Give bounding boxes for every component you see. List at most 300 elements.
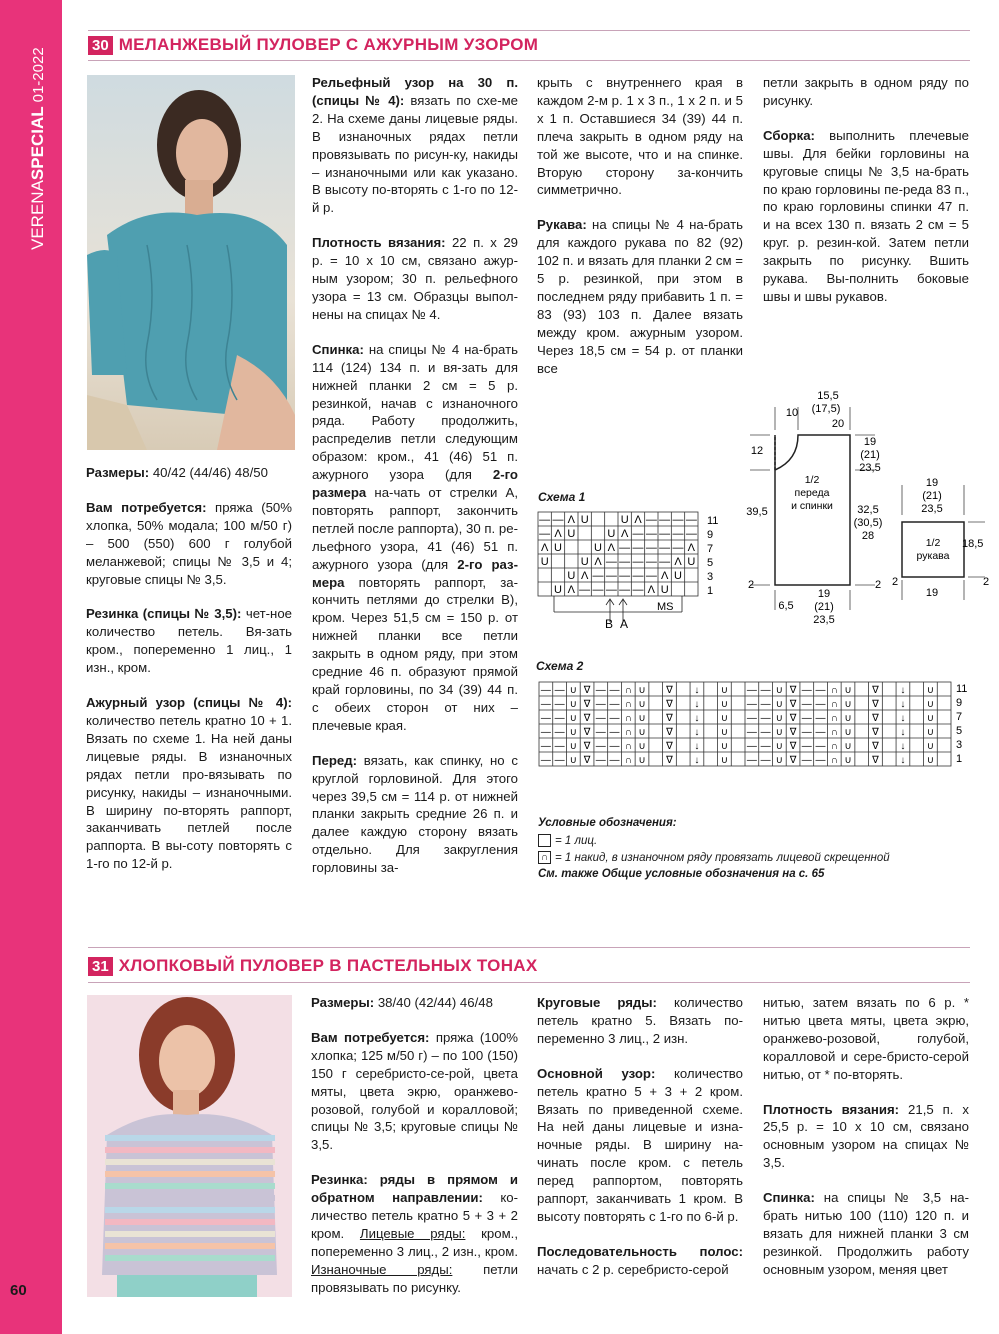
stitch-symbol: — bbox=[540, 755, 551, 766]
model-photo-striped-sweater bbox=[87, 995, 292, 1297]
model-photo-blue-sweater bbox=[87, 75, 295, 450]
body-label-2: переда bbox=[794, 487, 830, 499]
stitch-symbol: ∇ bbox=[872, 713, 879, 724]
stitch-symbol: Λ bbox=[594, 556, 602, 568]
stitch-symbol: — bbox=[554, 727, 565, 738]
stitch-symbol: ∪ bbox=[720, 685, 729, 696]
scheme-1-chart bbox=[537, 510, 722, 630]
paragraph: Плотность вязания: 22 п. х 29 р. = 10 х 10 см, связано ажур-ным узором; 30 п. рельефного узора = 13 см. Образцы выпол-нены на спицах № 4. bbox=[312, 235, 518, 322]
stitch-symbol: — bbox=[619, 556, 631, 568]
text-column-4 bbox=[763, 74, 969, 323]
stitch-symbol: — bbox=[645, 542, 657, 554]
stitch-symbol: Λ bbox=[660, 570, 669, 582]
section-title: ХЛОПКОВЫЙ ПУЛОВЕР В ПАСТЕЛЬНЫХ ТОНАХ bbox=[118, 956, 538, 975]
stitch-symbol: — bbox=[815, 727, 826, 738]
stitch-symbol: — bbox=[579, 584, 591, 596]
stitch-symbol: ∪ bbox=[775, 699, 783, 710]
stitch-symbol: ∇ bbox=[789, 727, 797, 738]
paragraph: Спинка: на спицы № 4 на-брать 114 (124) 134 п. и вя-зать для нижней планки 2 см = 5 р. резинкой, начав с изнаночного ряда. Работу продолжить, распределив петли следующим образом: кром., 41 (46) 51 п. ажурного узора (для 2-го размера на-чать от стрелки А, повторять раппорт, закончить петлей после раппорта), 30 п. ре-льефного узора, 41 (46) 51 п. ажурного узора (для 2-го раз-мера повторять раппорт, за-кончить петлями до стрелки В), кром. Через 51,5 см = 150 р. от нижней планки все петли закрыть в одном ряду, при этом средние 46 п. образуют прямой край горловины, по 34 (39) 44 п. с обеих сторон от них – плечевые края. bbox=[312, 341, 518, 733]
garment-schematic bbox=[740, 385, 995, 630]
row-label: 5 bbox=[707, 557, 714, 569]
stitch-symbol: — bbox=[609, 741, 620, 752]
stitch-symbol: — bbox=[645, 556, 657, 568]
stitch-symbol: — bbox=[540, 699, 551, 710]
stitch-symbol: ∩ bbox=[830, 713, 838, 724]
stitch-symbol: — bbox=[815, 685, 826, 696]
dim-armhole-1: 19 bbox=[863, 436, 877, 448]
stitch-symbol: — bbox=[554, 741, 565, 752]
stitch-symbol: — bbox=[609, 713, 620, 724]
stitch-symbol: — bbox=[815, 713, 826, 724]
stitch-symbol: U bbox=[580, 556, 589, 568]
stitch-symbol: ∪ bbox=[844, 755, 852, 766]
section-divider bbox=[88, 60, 970, 61]
stitch-symbol: — bbox=[619, 542, 631, 554]
stitch-symbol: ↓ bbox=[694, 755, 700, 766]
stitch-symbol: ↓ bbox=[694, 727, 700, 738]
stitch-symbol: — bbox=[539, 514, 551, 526]
row-label: 7 bbox=[707, 543, 714, 555]
stitch-symbol: ∇ bbox=[583, 685, 591, 696]
stitch-symbol: ∪ bbox=[569, 727, 577, 738]
stitch-symbol: — bbox=[815, 755, 826, 766]
stitch-symbol: — bbox=[554, 713, 565, 724]
stitch-symbol: — bbox=[592, 584, 604, 596]
stitch-symbol: Λ bbox=[647, 584, 656, 596]
sweater-stripe bbox=[105, 1195, 275, 1201]
stitch-symbol: Λ bbox=[634, 514, 642, 526]
paragraph: Размеры: 38/40 (42/44) 46/48 bbox=[311, 995, 493, 1010]
dim-sleeve-top-1: 19 bbox=[925, 477, 939, 489]
stitch-symbol: ∪ bbox=[638, 727, 646, 738]
stitch-symbol: ∩ bbox=[830, 755, 838, 766]
text-column-3-section-31 bbox=[537, 994, 743, 1296]
paragraph: Круговые ряды: количество петель кратно 5. Вязать по-переменно 3 лиц., 2 изн. bbox=[537, 995, 744, 1046]
stitch-symbol: — bbox=[801, 755, 812, 766]
scheme-1-label: Схема 1 bbox=[538, 490, 586, 504]
stitch-symbol: — bbox=[746, 685, 757, 696]
stitch-symbol: ∪ bbox=[720, 699, 729, 710]
stitch-symbol: — bbox=[595, 685, 606, 696]
stitch-symbol: ∪ bbox=[844, 699, 852, 710]
row-label: 11 bbox=[707, 515, 719, 527]
body-label-1: 1/2 bbox=[804, 474, 820, 486]
stitch-symbol: ↓ bbox=[900, 713, 906, 724]
sweater-stripe bbox=[105, 1183, 275, 1189]
section-31-header bbox=[88, 956, 538, 976]
svg-text:VERENASPECIAL01-2022: VERENASPECIAL01-2022 bbox=[28, 47, 47, 250]
stitch-symbol: ∪ bbox=[569, 713, 577, 724]
stitch-symbol: ∪ bbox=[775, 755, 783, 766]
stitch-symbol: Λ bbox=[674, 556, 682, 568]
stitch-symbol: — bbox=[645, 570, 657, 582]
sweater-stripe bbox=[105, 1207, 275, 1213]
dim-sleeve-band-right: 2 bbox=[983, 576, 990, 588]
stitch-symbol: ∪ bbox=[638, 755, 646, 766]
sweater-stripe bbox=[105, 1171, 275, 1177]
stitch-symbol: — bbox=[619, 570, 631, 582]
stitch-symbol: ∪ bbox=[638, 699, 646, 710]
dim-width-1: 19 bbox=[817, 588, 831, 600]
stitch-symbol: ∇ bbox=[666, 741, 673, 752]
dim-armhole-3: 23,5 bbox=[859, 462, 881, 474]
stitch-symbol: — bbox=[632, 542, 644, 554]
paragraph: Основной узор: количество петель кратно 5 + 3 + 2 кром. Вязать по приведенной схеме. На ней даны лицевые и изна-ночные ряды. В ширину на-чинать после кром. с петель перед раппортом, повторять раппорт, заканчивать 1 кром. В высоту повторять с 1-го по 6-й р. bbox=[537, 1065, 743, 1224]
text-column-4-section-31 bbox=[763, 994, 969, 1296]
stitch-symbol: — bbox=[595, 727, 606, 738]
stitch-symbol: — bbox=[554, 699, 565, 710]
stitch-symbol: U bbox=[594, 542, 602, 554]
legend-title: Условные обозначения: bbox=[538, 817, 677, 829]
stitch-symbol: — bbox=[659, 542, 671, 554]
dim-sleeve-top-3: 23,5 bbox=[921, 503, 943, 515]
stitch-symbol: — bbox=[746, 713, 757, 724]
stitch-symbol: ↓ bbox=[900, 727, 906, 738]
section-divider bbox=[88, 982, 970, 983]
stitch-symbol: ↓ bbox=[900, 755, 906, 766]
stitch-symbol: U bbox=[567, 570, 576, 582]
dim-shoulder-1: 15,5 bbox=[817, 390, 839, 402]
stitch-symbol: ∇ bbox=[583, 713, 591, 724]
stitch-symbol: Λ bbox=[620, 528, 629, 540]
stitch-symbol: — bbox=[685, 514, 697, 526]
stitch-symbol: — bbox=[685, 528, 697, 540]
stitch-symbol: — bbox=[760, 713, 771, 724]
row-label: 3 bbox=[956, 739, 963, 751]
stitch-symbol: — bbox=[760, 727, 771, 738]
dim-side-2: (30,5) bbox=[853, 517, 883, 529]
dim-neck-depth: 12 bbox=[750, 445, 764, 457]
stitch-symbol: — bbox=[619, 584, 631, 596]
stitch-symbol: ∩ bbox=[830, 741, 838, 752]
row-label: 5 bbox=[956, 725, 963, 737]
sleeve-label-1: 1/2 bbox=[925, 537, 941, 549]
stitch-symbol: — bbox=[645, 514, 657, 526]
paragraph: Ажурный узор (спицы № 4): количество петель кратно 10 + 1. Вязать по схеме 1. На ней даны лицевые ряды. В изнаночных рядах петли про-вязывать по рисунку, накиды – изнаночными. В ширину по-вторять раппорт, заканчивать петлей после раппорта. В вы-соту повторять с 1-го по 12-й р. bbox=[86, 695, 292, 872]
dim-band-right: 2 bbox=[875, 579, 882, 591]
row-label: 1 bbox=[707, 585, 714, 597]
dim-width-2: (21) bbox=[814, 601, 834, 613]
stitch-symbol: ∪ bbox=[844, 685, 852, 696]
row-label: 1 bbox=[956, 753, 963, 765]
stitch-symbol: — bbox=[672, 514, 684, 526]
text-column-3 bbox=[537, 74, 743, 395]
stitch-symbol: ∇ bbox=[789, 685, 797, 696]
stitch-symbol: U bbox=[620, 514, 629, 526]
dim-band-left: 2 bbox=[748, 579, 755, 591]
stitch-symbol: ∇ bbox=[789, 713, 797, 724]
stitch-symbol: — bbox=[609, 699, 620, 710]
paragraph: крыть с внутреннего края в каждом 2-м р. 1 х 3 п., 1 х 2 п. и 5 х 1 п. Оставшиеся 34 (39) 44 п. плеча закрыть в одном ряду на той же высоте, что и на спинке. Вторую сторону за-кончить симметрично. bbox=[537, 75, 743, 198]
stitch-symbol: — bbox=[746, 741, 757, 752]
knit-stitch-icon bbox=[538, 834, 551, 847]
sweater-stripe bbox=[105, 1231, 275, 1237]
section-title: МЕЛАНЖЕВЫЙ ПУЛОВЕР С АЖУРНЫМ УЗОРОМ bbox=[118, 35, 539, 54]
ms-label: MS bbox=[657, 601, 674, 613]
stitch-symbol: — bbox=[746, 755, 757, 766]
paragraph: Размеры: 40/42 (44/46) 48/50 bbox=[86, 465, 268, 480]
stitch-symbol: ∪ bbox=[638, 685, 646, 696]
dim-armhole-2: (21) bbox=[860, 449, 880, 461]
stitch-symbol: U bbox=[540, 556, 549, 568]
stitch-symbol: — bbox=[746, 727, 757, 738]
stitch-symbol: — bbox=[540, 713, 551, 724]
stitch-symbol: ↓ bbox=[900, 685, 906, 696]
stitch-symbol: ∪ bbox=[844, 713, 852, 724]
stitch-symbol: Λ bbox=[567, 584, 576, 596]
stitch-symbol: ∩ bbox=[830, 685, 838, 696]
dim-side-1: 32,5 bbox=[857, 504, 879, 516]
stitch-symbol: ∩ bbox=[624, 727, 632, 738]
stitch-symbol: — bbox=[815, 699, 826, 710]
stitch-symbol: ∪ bbox=[926, 685, 935, 696]
stitch-symbol: ∪ bbox=[775, 727, 783, 738]
dim-neck-width: 10 bbox=[785, 407, 799, 419]
paragraph: Спинка: на спицы № 3,5 на-брать нитью 100 (110) 120 п. и вязать для нижней планки 3 см резинкой. Продолжить работу основным узором, меняя цвет bbox=[763, 1190, 969, 1277]
stitch-symbol: ↓ bbox=[694, 699, 700, 710]
paragraph: Вам потребуется: пряжа (50% хлопка, 50% модала; 100 м/50 г) – 500 (550) 600 г голубой меланжевой; спицы № 3,5 и 4; круговые спицы № 3,5. bbox=[86, 499, 292, 587]
stitch-symbol: — bbox=[760, 685, 771, 696]
stitch-symbol: — bbox=[595, 713, 606, 724]
legend-item: ∩ = 1 накид, в изнаночном ряду провязать лицевой скрещенной bbox=[538, 851, 968, 864]
stitch-symbol: Λ bbox=[567, 514, 576, 526]
scheme-2-label: Схема 2 bbox=[536, 659, 584, 673]
paragraph: Последовательность полос: начать с 2 р. серебристо-серой bbox=[537, 1243, 743, 1277]
section-30-header bbox=[88, 35, 538, 55]
stitch-symbol: ↓ bbox=[694, 741, 700, 752]
paragraph: Перед: вязать, как спинку, но с круглой горловиной. Для этого через 39,5 см = 114 р. от нижней планки закрыть средние 26 п. и далее каждую сторону вязать отдельно. Для закругления горловины за- bbox=[312, 752, 518, 876]
scheme-2-chart bbox=[538, 680, 968, 770]
paragraph: Резинка (спицы № 3,5): чет-ное количество петель. Вя-зать кром., попеременно 1 лиц., 1 изн., кром. bbox=[86, 606, 292, 676]
stitch-symbol: ∇ bbox=[872, 727, 879, 738]
stitch-symbol: Λ bbox=[580, 570, 589, 582]
paragraph: нитью, затем вязать по 6 р. * нитью цвета мяты, цвета экрю, оранжево-розовой, голубой, коралловой и сере-бристо-серой нитью, от * по-вторять. bbox=[763, 995, 969, 1082]
stitch-symbol: Λ bbox=[540, 542, 549, 554]
stitch-symbol: — bbox=[605, 570, 617, 582]
stitch-symbol: — bbox=[760, 699, 771, 710]
row-label: 3 bbox=[707, 571, 714, 583]
arrow-b-label: B bbox=[605, 617, 614, 630]
stitch-symbol: ∪ bbox=[844, 727, 852, 738]
stitch-symbol: ↓ bbox=[900, 741, 906, 752]
stitch-symbol: — bbox=[801, 713, 812, 724]
stitch-symbol: — bbox=[554, 685, 565, 696]
stitch-symbol: — bbox=[801, 685, 812, 696]
stitch-symbol: ∪ bbox=[844, 741, 852, 752]
stitch-symbol: Λ bbox=[687, 542, 696, 554]
stitch-symbol: ↓ bbox=[900, 699, 906, 710]
stitch-symbol: ∩ bbox=[624, 685, 632, 696]
stitch-symbol: ∪ bbox=[638, 741, 646, 752]
stitch-symbol: — bbox=[659, 556, 671, 568]
dim-shoulder: 20 bbox=[831, 418, 845, 430]
stitch-symbol: ∇ bbox=[789, 741, 797, 752]
stitch-symbol: U bbox=[660, 584, 669, 596]
section-divider bbox=[88, 947, 970, 948]
stitch-symbol: — bbox=[632, 584, 644, 596]
row-label: 9 bbox=[956, 697, 963, 709]
stitch-symbol: ∇ bbox=[583, 699, 591, 710]
stitch-symbol: — bbox=[659, 514, 671, 526]
sweater-stripe bbox=[105, 1219, 275, 1225]
stitch-symbol: ∪ bbox=[775, 713, 783, 724]
stitch-symbol: ∪ bbox=[569, 685, 577, 696]
dim-side-3: 28 bbox=[861, 530, 875, 542]
paragraph: петли закрыть в одном ряду по рисунку. bbox=[763, 75, 969, 108]
stitch-symbol: ∪ bbox=[569, 741, 577, 752]
stitch-symbol: — bbox=[540, 741, 551, 752]
stitch-symbol: ∪ bbox=[926, 713, 935, 724]
legend-note: См. также Общие условные обозначения на с. 65 bbox=[538, 868, 825, 880]
stitch-symbol: ∇ bbox=[872, 741, 879, 752]
stitch-symbol: ∩ bbox=[624, 741, 632, 752]
stitch-symbol: — bbox=[632, 528, 644, 540]
stitch-symbol: ∪ bbox=[720, 741, 729, 752]
stitch-symbol: U bbox=[687, 556, 696, 568]
stitch-symbol: ↓ bbox=[694, 685, 700, 696]
text-column-1 bbox=[86, 464, 292, 890]
stitch-symbol: U bbox=[554, 584, 562, 596]
stitch-symbol: ∇ bbox=[789, 755, 797, 766]
dim-sleeve-bottom: 19 bbox=[925, 587, 939, 599]
dim-width-3: 23,5 bbox=[813, 614, 835, 626]
stitch-symbol: — bbox=[540, 685, 551, 696]
stitch-symbol: ∇ bbox=[789, 699, 797, 710]
sweater-stripe bbox=[105, 1267, 275, 1273]
stitch-symbol: — bbox=[672, 528, 684, 540]
stitch-symbol: — bbox=[815, 741, 826, 752]
paragraph: Рельефный узор на 30 п. (спицы № 4): вязать по схе-ме 2. На схеме даны лицевые ряды. В изнаночных рядах петли провязывать по рисун-ку, накиды – изнаночными или как указано. В высоту по-вторять с 1-го по 12-й р. bbox=[312, 75, 518, 216]
dim-sleeve-top-2: (21) bbox=[922, 490, 942, 502]
stitch-symbol: — bbox=[632, 570, 644, 582]
paragraph: Плотность вязания: 21,5 п. х 25,5 р. = 10 х 10 см, связано основным узором на спицах № 3,5. bbox=[763, 1101, 970, 1171]
dim-bottom-edge: 6,5 bbox=[778, 600, 794, 612]
sweater-stripe bbox=[105, 1243, 275, 1249]
stitch-symbol: — bbox=[632, 556, 644, 568]
stitch-symbol: ∪ bbox=[775, 741, 783, 752]
stitch-symbol: U bbox=[674, 570, 682, 582]
legend bbox=[538, 817, 968, 880]
row-label: 9 bbox=[707, 529, 714, 541]
dim-shoulder-2: (17,5) bbox=[811, 403, 841, 415]
stitch-symbol: ∪ bbox=[926, 699, 935, 710]
stitch-symbol: — bbox=[595, 741, 606, 752]
stitch-symbol: ∇ bbox=[583, 727, 591, 738]
stitch-symbol: — bbox=[760, 741, 771, 752]
stitch-symbol: — bbox=[801, 727, 812, 738]
stitch-symbol: — bbox=[659, 528, 671, 540]
paragraph: Рукава: на спицы № 4 на-брать для каждого рукава по 82 (92) 102 п. и вязать для планки 2 см = 5 р. резинкой, при этом в последнем ряду прибавить 1 п. = 83 (93) 103 п. Далее вязать между кром. ажурным узором. Через 18,5 см = 54 р. от планки все bbox=[537, 217, 743, 376]
stitch-symbol: ∩ bbox=[830, 727, 838, 738]
stitch-symbol: ∪ bbox=[720, 727, 729, 738]
stitch-symbol: — bbox=[609, 685, 620, 696]
stitch-symbol: ∇ bbox=[872, 685, 879, 696]
stitch-symbol: — bbox=[672, 542, 684, 554]
paragraph: Резинка: ряды в прямом и обратном направлении: ко-личество петель кратно 5 + 3 + 2 кром. Лицевые ряды: кром., попеременно 3 лиц., 2 изн., кром. Изнаночные ряды: петли провязывать по рисунку. bbox=[311, 1172, 519, 1295]
stitch-symbol: ∩ bbox=[624, 755, 632, 766]
row-label: 11 bbox=[956, 683, 968, 695]
stitch-symbol: ∪ bbox=[569, 755, 577, 766]
stitch-symbol: ↓ bbox=[694, 713, 700, 724]
body-label-3: и спинки bbox=[791, 500, 833, 512]
stitch-symbol: ∇ bbox=[666, 685, 673, 696]
stitch-symbol: ∪ bbox=[720, 755, 729, 766]
stitch-symbol: ∩ bbox=[830, 699, 838, 710]
stitch-symbol: Λ bbox=[554, 528, 562, 540]
sleeve-label-2: рукава bbox=[916, 550, 950, 562]
sweater-stripe bbox=[105, 1159, 275, 1165]
yarn-over-icon: ∩ bbox=[538, 851, 551, 864]
stitch-symbol: ∪ bbox=[775, 685, 783, 696]
row-label: 7 bbox=[956, 711, 963, 723]
stitch-symbol: — bbox=[540, 727, 551, 738]
stitch-symbol: U bbox=[580, 514, 589, 526]
stitch-symbol: ∪ bbox=[926, 727, 935, 738]
paragraph: Сборка: выполнить плечевые швы. Для бейки горловины на круговые спицы № 3,5 на-брать по краю горловины пе-реда 83 п., по краю горловины спинки 47 п. и на всех 130 п. вязать 2 см = 5 круг. р. резин-кой. Затем петли закрыть по рисунку. Вшить рукава. Вы-полнить боковые швы и швы рукавов. bbox=[763, 127, 969, 304]
stitch-symbol: ∇ bbox=[872, 755, 879, 766]
dim-sleeve-height: 18,5 bbox=[962, 538, 984, 550]
stitch-symbol: ∪ bbox=[638, 713, 646, 724]
stitch-symbol: — bbox=[746, 699, 757, 710]
stitch-symbol: ∇ bbox=[583, 741, 591, 752]
stitch-symbol: ∇ bbox=[872, 699, 879, 710]
arrow-a-label: A bbox=[620, 617, 629, 630]
stitch-symbol: ∇ bbox=[666, 713, 673, 724]
dim-length: 39,5 bbox=[746, 506, 768, 518]
stitch-symbol: ∇ bbox=[666, 727, 673, 738]
stitch-symbol: — bbox=[609, 755, 620, 766]
stitch-symbol: ∇ bbox=[666, 699, 673, 710]
stitch-symbol: — bbox=[595, 755, 606, 766]
stitch-symbol: ∩ bbox=[624, 713, 632, 724]
text-column-2 bbox=[312, 74, 518, 894]
stitch-symbol: — bbox=[595, 699, 606, 710]
stitch-symbol: — bbox=[645, 528, 657, 540]
sweater-stripe bbox=[105, 1147, 275, 1153]
page-number: 60 bbox=[10, 1282, 27, 1299]
stitch-symbol: — bbox=[760, 755, 771, 766]
stitch-symbol: ∇ bbox=[666, 755, 673, 766]
paragraph: Вам потребуется: пряжа (100% хлопка; 125 м/50 г) – по 100 (150) 150 г серебристо-се-рой, цвета мяты, цвета экрю, оранжево-розовой, голубой и коралловой; спицы № 3,5; круговые спицы № 3,5. bbox=[311, 1029, 518, 1153]
stitch-symbol: — bbox=[605, 584, 617, 596]
stitch-symbol: — bbox=[609, 727, 620, 738]
sweater-stripe bbox=[105, 1135, 275, 1141]
stitch-symbol: — bbox=[552, 514, 564, 526]
stitch-symbol: ∪ bbox=[720, 713, 729, 724]
legend-item: = 1 лиц. bbox=[538, 834, 968, 847]
stitch-symbol: — bbox=[554, 755, 565, 766]
text-column-2-section-31 bbox=[311, 994, 518, 1314]
stitch-symbol: U bbox=[567, 528, 576, 540]
stitch-symbol: ∇ bbox=[583, 755, 591, 766]
section-divider bbox=[88, 30, 970, 31]
stitch-symbol: — bbox=[801, 741, 812, 752]
sweater-stripe bbox=[105, 1255, 275, 1261]
stitch-symbol: ∩ bbox=[624, 699, 632, 710]
stitch-symbol: U bbox=[607, 528, 616, 540]
stitch-symbol: — bbox=[539, 528, 551, 540]
section-number: 30 bbox=[88, 36, 113, 55]
section-number: 31 bbox=[88, 957, 113, 976]
magazine-brand bbox=[22, 30, 50, 250]
stitch-symbol: — bbox=[801, 699, 812, 710]
stitch-symbol: — bbox=[605, 556, 617, 568]
stitch-symbol: ∪ bbox=[926, 741, 935, 752]
stitch-symbol: Λ bbox=[607, 542, 616, 554]
stitch-symbol: ∪ bbox=[926, 755, 935, 766]
stitch-symbol: — bbox=[592, 570, 604, 582]
dim-sleeve-band-left: 2 bbox=[892, 576, 899, 588]
